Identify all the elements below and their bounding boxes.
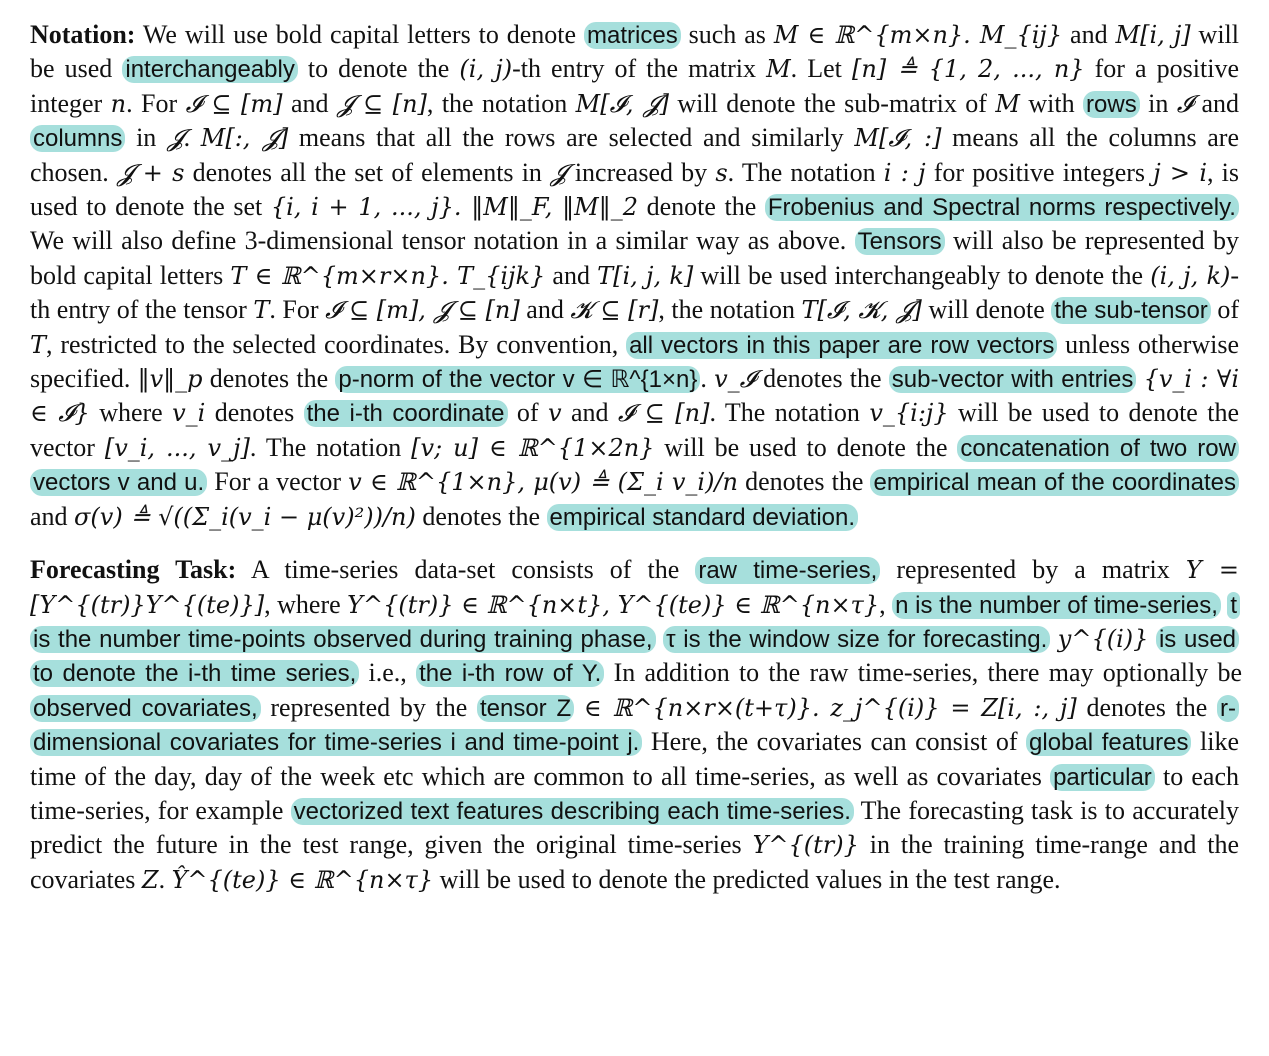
math-expression: 𝓘 ⊆ [n] [617, 399, 710, 428]
text-run: will be used to denote the vector [30, 398, 1240, 462]
math-expression: M [766, 55, 791, 84]
highlighted-phrase: τ is the window size for forecasting. [663, 626, 1050, 653]
highlighted-phrase: empirical mean of the coordinates [870, 469, 1239, 496]
highlighted-phrase: observed covariates, [30, 695, 261, 722]
math-expression: Y^{(tr)} ∈ ℝ^{n×t}, Y^{(te)} ∈ ℝ^{n×τ} [347, 590, 880, 619]
text-run: denote the [637, 192, 765, 222]
text-run: of [507, 398, 548, 428]
math-expression: M[𝓘, 𝓙] [575, 89, 669, 118]
math-expression: v ∈ ℝ^{1×n}, μ(v) ≜ (Σ_i v_i)/n [348, 468, 739, 497]
highlighted-phrase: t is the number time-points observed during training phase, [30, 592, 1240, 653]
text-run: -th entry of the tensor [30, 260, 1240, 325]
text-run: . Let [790, 54, 852, 84]
text-run: for a positive integer [30, 54, 1239, 118]
text-run: represented by the [260, 692, 477, 722]
highlighted-phrase: the i-th row of Y. [416, 660, 604, 687]
text-run: . The notation [727, 157, 884, 187]
text-run: unless otherwise specified. [30, 329, 1240, 394]
text-run: where [89, 398, 173, 428]
text-run: such as [680, 20, 774, 49]
math-expression: (i, j, k) [1150, 261, 1231, 290]
text-run: means that all the rows are selected and similarly [288, 123, 855, 153]
text-run: . The notation [249, 432, 412, 462]
math-expression: s [715, 158, 728, 187]
text-run: denotes the [738, 467, 871, 497]
math-expression: [v_i, ..., v_j] [104, 433, 250, 462]
math-expression: Z [141, 865, 159, 894]
text-run: We will use bold capital letters to denote [142, 20, 585, 49]
math-expression: v [547, 399, 562, 428]
highlighted-phrase: is used to denote the i-th time series, [30, 626, 1239, 687]
highlighted-phrase: matrices [584, 22, 681, 49]
text-run: and [1193, 88, 1240, 118]
text-run: . For [126, 88, 186, 118]
math-expression: M[:, 𝓙] [200, 124, 289, 153]
text-run: will denote the sub-matrix of [668, 88, 996, 118]
math-expression: i : j [883, 158, 926, 187]
highlighted-phrase: empirical standard deviation. [547, 504, 859, 531]
math-expression: Y = [Y^{(tr)}Y^{(te)}] [30, 556, 1239, 619]
math-expression: T [30, 330, 47, 359]
math-expression: (i, j) [459, 55, 513, 84]
notation-heading: Notation: [30, 20, 136, 49]
math-expression: M ∈ ℝ^{m×n}. M_{ij} [773, 21, 1063, 49]
forecasting-paragraph [30, 553, 1242, 897]
text-run: denotes all the set of elements in [184, 157, 551, 187]
highlighted-phrase: the sub-tensor [1051, 297, 1210, 324]
text-run: , the notation [426, 88, 576, 118]
text-run: to each time-series, for example [30, 761, 1240, 825]
text-run: denotes the [415, 501, 547, 531]
text-run: in [125, 123, 168, 153]
text-run: denotes [205, 398, 304, 428]
highlighted-phrase: columns [30, 125, 125, 152]
text-run: increased by [566, 157, 716, 187]
math-expression: 𝓘 ⊆ [m], 𝓙 ⊆ [n] [325, 296, 520, 325]
text-run: with [1019, 88, 1084, 118]
text-run: The forecasting task is to accurately predict the future in the test range, given the original time-series [30, 795, 1239, 860]
text-run: will denote [921, 295, 1052, 325]
text-run: In addition to the raw time-series, there may optionally be [604, 658, 1242, 688]
math-expression: σ(v) ≜ √((Σ_i(v_i − μ(v)²))/n) [74, 502, 416, 531]
highlighted-phrase: global features [1026, 729, 1191, 756]
math-expression: Y^{(tr)} [752, 831, 859, 860]
notation-body [30, 20, 1239, 531]
highlighted-phrase: rows [1083, 91, 1140, 118]
text-run [574, 693, 584, 722]
math-expression: T[𝓘, 𝓚, 𝓙] [801, 296, 922, 325]
text-run: , [879, 589, 893, 619]
text-run: to denote the [297, 54, 460, 84]
math-expression: 𝓚 ⊆ [r] [570, 296, 659, 325]
math-expression: M[i, j] [1115, 21, 1191, 49]
text-run: -th entry of the matrix [512, 54, 767, 84]
text-run: means all the columns are chosen. [30, 123, 1239, 187]
math-expression: 𝓙 ⊆ [n] [336, 89, 427, 118]
notation-paragraph [30, 18, 1239, 534]
text-run: . [700, 364, 715, 394]
math-expression: {i, i + 1, ..., j}. ‖M‖_F, ‖M‖_2 [270, 193, 638, 222]
forecasting-heading: Forecasting Task: [30, 555, 237, 585]
text-run: . [183, 123, 201, 153]
text-run: Here, the covariates can consist of [642, 727, 1027, 757]
highlighted-phrase: particular [1050, 764, 1155, 791]
text-run [1050, 624, 1058, 653]
math-expression: [v; u] ∈ ℝ^{1×2n} [411, 433, 655, 462]
text-run: and [561, 398, 618, 428]
text-run: like time of the day, day of the week etc which are common to all time-series, as well as covariates [30, 727, 1239, 791]
highlighted-phrase: vectorized text features describing each time-series. [291, 798, 854, 825]
text-run: denotes the [1076, 692, 1218, 722]
text-run: denotes the [202, 364, 336, 394]
highlighted-phrase: raw time-series, [695, 557, 880, 584]
text-run: and [1062, 20, 1116, 49]
math-expression: T ∈ ℝ^{m×r×n}. T_{ijk} [230, 261, 546, 290]
math-expression: M[𝓘, :] [854, 124, 942, 153]
highlighted-phrase: r-dimensional covariates for time-series i and time-point j. [30, 695, 1239, 756]
highlighted-phrase: Frobenius and Spectral norms respectively. [765, 194, 1239, 221]
math-expression: 𝓙 + s [116, 158, 185, 187]
text-run: . The notation [709, 398, 870, 428]
text-run: in the training time-range and the covariates [30, 830, 1239, 894]
math-expression: {v_i : ∀i ∈ 𝓘} [30, 365, 1240, 428]
text-run: in [1139, 88, 1177, 118]
math-expression: v_i [172, 399, 206, 428]
paper-excerpt [30, 18, 1242, 897]
text-run [1136, 364, 1143, 393]
highlighted-phrase: the i-th coordinate [304, 400, 508, 427]
text-run: of [1210, 295, 1239, 325]
math-expression: j > i [1153, 158, 1208, 187]
math-expression: T [253, 296, 270, 325]
text-run: will also be represented by bold capital letters [30, 226, 1239, 290]
math-expression: ‖v‖_p [137, 365, 203, 394]
text-run: and [545, 260, 598, 290]
math-expression: n [110, 89, 127, 118]
text-run: i.e., [359, 658, 417, 688]
math-expression: Ŷ^{(te)} ∈ ℝ^{n×τ} [171, 865, 434, 894]
text-run: represented by a matrix [880, 555, 1186, 585]
text-run: will be used to denote the predicted values in the test range. [433, 864, 1061, 894]
text-run: . [158, 864, 172, 894]
math-expression: 𝓙 [167, 124, 184, 153]
highlighted-phrase: all vectors in this paper are row vectors [626, 332, 1057, 359]
text-run: , the notation [658, 295, 802, 325]
text-run: for positive integers [925, 157, 1154, 187]
text-run: , restricted to the selected coordinates. By convention, [46, 329, 627, 359]
text-run: and [282, 88, 337, 118]
math-expression: M [995, 89, 1020, 118]
math-expression: [n] ≜ {1, 2, ..., n} [851, 55, 1085, 84]
math-expression: v_𝓘 [714, 365, 756, 394]
highlighted-phrase: n is the number of time-series, [892, 592, 1221, 619]
math-expression: 𝓘 ⊆ [m] [185, 89, 283, 118]
forecasting-body [30, 555, 1242, 894]
text-run: , is used to denote the set [30, 157, 1240, 222]
text-run: A time-series data-set consists of the [250, 555, 696, 585]
math-expression: T[i, j, k] [597, 261, 694, 290]
math-expression: 𝓘 [1176, 89, 1194, 118]
math-expression: v_{i:j} [869, 399, 949, 428]
highlighted-phrase: Tensors [855, 228, 945, 255]
text-run: will be used to denote the [654, 432, 958, 462]
highlighted-phrase: concatenation of two row vectors v and u. [30, 435, 1239, 496]
highlighted-phrase: sub-vector with entries [889, 366, 1137, 393]
text-run [656, 624, 664, 653]
text-run: will be used interchangeably to denote the [693, 260, 1151, 290]
math-expression: y^{(i)} [1057, 624, 1149, 653]
text-run: We will also define 3-dimensional tensor notation in a similar way as above. [30, 226, 855, 256]
text-run: denotes the [755, 364, 889, 394]
text-run [1148, 624, 1156, 653]
text-run: , where [264, 589, 348, 619]
text-run: and [30, 501, 75, 531]
text-run: will be used [30, 20, 1239, 84]
highlighted-phrase: tensor Z [477, 695, 574, 722]
highlighted-phrase: interchangeably [122, 56, 297, 83]
math-expression: 𝓙 [550, 158, 567, 187]
math-expression: ∈ ℝ^{n×r×(t+τ)}. z_j^{(i)} = Z[i, :, j] [583, 693, 1077, 722]
highlighted-phrase: p-norm of the vector v ∈ ℝ^{1×n} [335, 366, 700, 393]
text-run: and [519, 295, 571, 325]
text-run: . For [269, 295, 326, 325]
text-run: For a vector [207, 467, 349, 497]
